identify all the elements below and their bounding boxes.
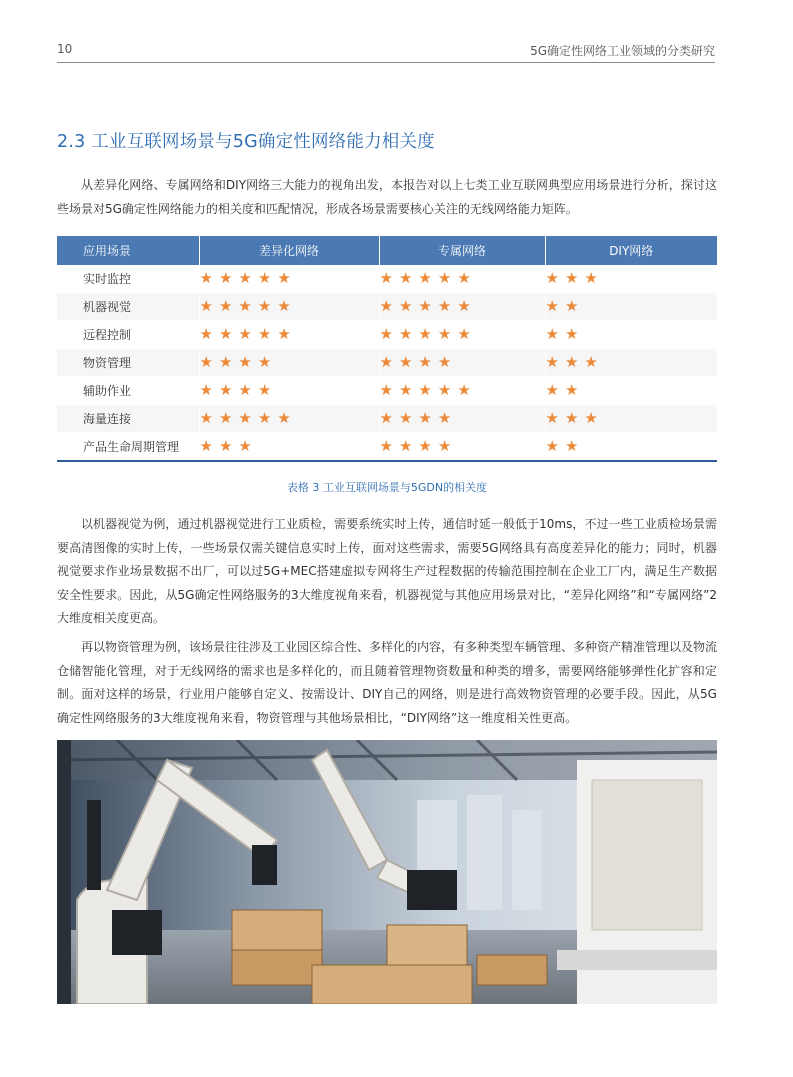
star-icon: ★ [564, 437, 579, 455]
star-icon: ★ [437, 325, 452, 343]
star-icon: ★ [398, 269, 413, 287]
star-icon: ★ [257, 297, 272, 315]
rating-cell [199, 293, 379, 321]
rating-cell [379, 265, 545, 293]
star-icon: ★ [218, 353, 233, 371]
factory-robot-photo [57, 740, 717, 1004]
rating-cell [379, 405, 545, 433]
star-icon: ★ [398, 297, 413, 315]
star-icon: ★ [218, 269, 233, 287]
star-icon: ★ [218, 381, 233, 399]
table-row [57, 293, 717, 321]
star-icon: ★ [564, 297, 579, 315]
star-icon: ★ [379, 353, 393, 371]
rating-cell [199, 321, 379, 349]
star-icon: ★ [564, 353, 579, 371]
rating-cell [545, 265, 717, 293]
rating-cell [545, 321, 717, 349]
star-icon: ★ [418, 409, 432, 427]
rating-cell [545, 349, 717, 377]
capability-matrix-table [57, 236, 717, 462]
page-header [57, 40, 715, 63]
rating-cell [199, 265, 379, 293]
star-icon: ★ [257, 409, 272, 427]
star-icon: ★ [257, 325, 272, 343]
star-icon: ★ [418, 269, 432, 287]
column-header-scenario: 应用场景 [57, 236, 199, 265]
star-icon: ★ [379, 269, 393, 287]
star-icon: ★ [584, 269, 598, 287]
star-icon: ★ [418, 437, 432, 455]
star-icon: ★ [418, 381, 432, 399]
rating-cell [379, 377, 545, 405]
star-icon: ★ [238, 381, 252, 399]
star-icon: ★ [218, 297, 233, 315]
rating-cell [379, 321, 545, 349]
star-icon: ★ [437, 409, 452, 427]
star-icon: ★ [457, 325, 471, 343]
star-icon: ★ [398, 381, 413, 399]
star-icon: ★ [437, 437, 452, 455]
rating-cell [199, 377, 379, 405]
table-caption: 表格 3 工业互联网场景与5GDN的相关度 [286, 481, 488, 494]
star-icon: ★ [545, 297, 559, 315]
star-icon: ★ [457, 381, 471, 399]
column-header-differentiated: 差异化网络 [199, 236, 379, 265]
rating-cell [545, 405, 717, 433]
star-icon: ★ [199, 325, 213, 343]
rating-cell [545, 293, 717, 321]
star-icon: ★ [584, 409, 598, 427]
star-icon: ★ [199, 409, 213, 427]
star-icon: ★ [564, 269, 579, 287]
star-icon: ★ [277, 409, 291, 427]
running-title: 5G确定性网络工业领域的分类研究 [530, 44, 715, 58]
star-icon: ★ [418, 353, 432, 371]
star-icon: ★ [257, 269, 272, 287]
rating-cell [199, 433, 379, 462]
page-number: 10 [57, 42, 73, 56]
star-icon: ★ [564, 409, 579, 427]
star-icon: ★ [277, 325, 291, 343]
column-header-dedicated: 专属网络 [379, 236, 545, 265]
table-row [57, 377, 717, 405]
scenario-cell: 实时监控 [57, 265, 199, 293]
machine-vision-paragraph: 以机器视觉为例，通过机器视觉进行工业质检，需要系统实时上传，通信时延一般低于10ms，不过一些工业质检场景需要高清图像的实时上传，一些场景仅需关键信息实时上传，面对这些需求，需要5G网络具有高度差异化的能力；同时，机器视觉要求作业场景数据不出厂，可以过5G+MEC搭建虚拟专网将生产过程数据的传输范围控制在企业工厂内，满足生产数据安全性要求。因此，从5G确定性网络服务的3大维度视角来看，机器视觉与其他应用场景对比，“差异化网络”和“专属网络”2大维度相关度更高。 [57, 517, 717, 625]
star-icon: ★ [257, 353, 272, 371]
rating-cell [379, 349, 545, 377]
star-icon: ★ [545, 325, 559, 343]
star-icon: ★ [545, 437, 559, 455]
table-row [57, 433, 717, 462]
rating-cell [199, 349, 379, 377]
star-icon: ★ [218, 325, 233, 343]
table-row [57, 405, 717, 433]
star-icon: ★ [379, 437, 393, 455]
star-icon: ★ [418, 297, 432, 315]
star-icon: ★ [545, 353, 559, 371]
star-icon: ★ [545, 269, 559, 287]
star-icon: ★ [379, 409, 393, 427]
star-icon: ★ [238, 269, 252, 287]
rating-cell [545, 377, 717, 405]
scenario-cell: 辅助作业 [57, 377, 199, 405]
star-icon: ★ [564, 325, 579, 343]
star-icon: ★ [257, 381, 272, 399]
star-icon: ★ [379, 325, 393, 343]
scenario-cell: 机器视觉 [57, 293, 199, 321]
scenario-cell: 产品生命周期管理 [57, 433, 199, 462]
table-header-row [57, 236, 717, 265]
star-icon: ★ [199, 381, 213, 399]
star-icon: ★ [545, 381, 559, 399]
rating-cell [199, 405, 379, 433]
scenario-cell: 远程控制 [57, 321, 199, 349]
section-title: 2.3 工业互联网场景与5G确定性网络能力相关度 [57, 132, 435, 152]
star-icon: ★ [199, 269, 213, 287]
star-icon: ★ [457, 269, 471, 287]
star-icon: ★ [199, 437, 213, 455]
star-icon: ★ [564, 381, 579, 399]
star-icon: ★ [218, 437, 233, 455]
star-icon: ★ [218, 409, 233, 427]
intro-paragraph: 从差异化网络、专属网络和DIY网络三大能力的视角出发，本报告对以上七类工业互联网典型应用场景进行分析，探讨这些场景对5G确定性网络能力的相关度和匹配情况，形成各场景需要核心关注的无线网络能力矩阵。 [57, 178, 717, 216]
star-icon: ★ [418, 325, 432, 343]
table-row [57, 265, 717, 293]
star-icon: ★ [277, 269, 291, 287]
star-icon: ★ [398, 325, 413, 343]
star-icon: ★ [398, 353, 413, 371]
column-header-diy: DIY网络 [545, 236, 717, 265]
star-icon: ★ [457, 297, 471, 315]
scenario-cell: 物资管理 [57, 349, 199, 377]
star-icon: ★ [437, 269, 452, 287]
rating-cell [545, 433, 717, 462]
table-row [57, 321, 717, 349]
star-icon: ★ [437, 297, 452, 315]
star-icon: ★ [238, 325, 252, 343]
scenario-cell: 海量连接 [57, 405, 199, 433]
star-icon: ★ [199, 353, 213, 371]
rating-cell [379, 433, 545, 462]
material-management-paragraph: 再以物资管理为例，该场景往往涉及工业园区综合性、多样化的内容，有多种类型车辆管理、多种资产精准管理以及物流仓储智能化管理，对于无线网络的需求也是多样化的，而且随着管理物资数量和种类的增多，需要网络能够弹性化扩容和定制。面对这样的场景，行业用户能够自定义、按需设计、DIY自己的网络，则是进行高效物资管理的必要手段。因此，从5G确定性网络服务的3大维度视角来看，物资管理与其他场景相比，“DIY网络”这一维度相关性更高。 [57, 640, 718, 725]
star-icon: ★ [437, 381, 452, 399]
star-icon: ★ [199, 297, 213, 315]
star-icon: ★ [437, 353, 452, 371]
star-icon: ★ [379, 381, 393, 399]
star-icon: ★ [398, 409, 413, 427]
star-icon: ★ [238, 353, 252, 371]
star-icon: ★ [398, 437, 413, 455]
rating-cell [379, 293, 545, 321]
star-icon: ★ [379, 297, 393, 315]
star-icon: ★ [238, 409, 252, 427]
star-icon: ★ [238, 437, 252, 455]
star-icon: ★ [277, 297, 291, 315]
table-row [57, 349, 717, 377]
star-icon: ★ [584, 353, 598, 371]
star-icon: ★ [545, 409, 559, 427]
star-icon: ★ [238, 297, 252, 315]
